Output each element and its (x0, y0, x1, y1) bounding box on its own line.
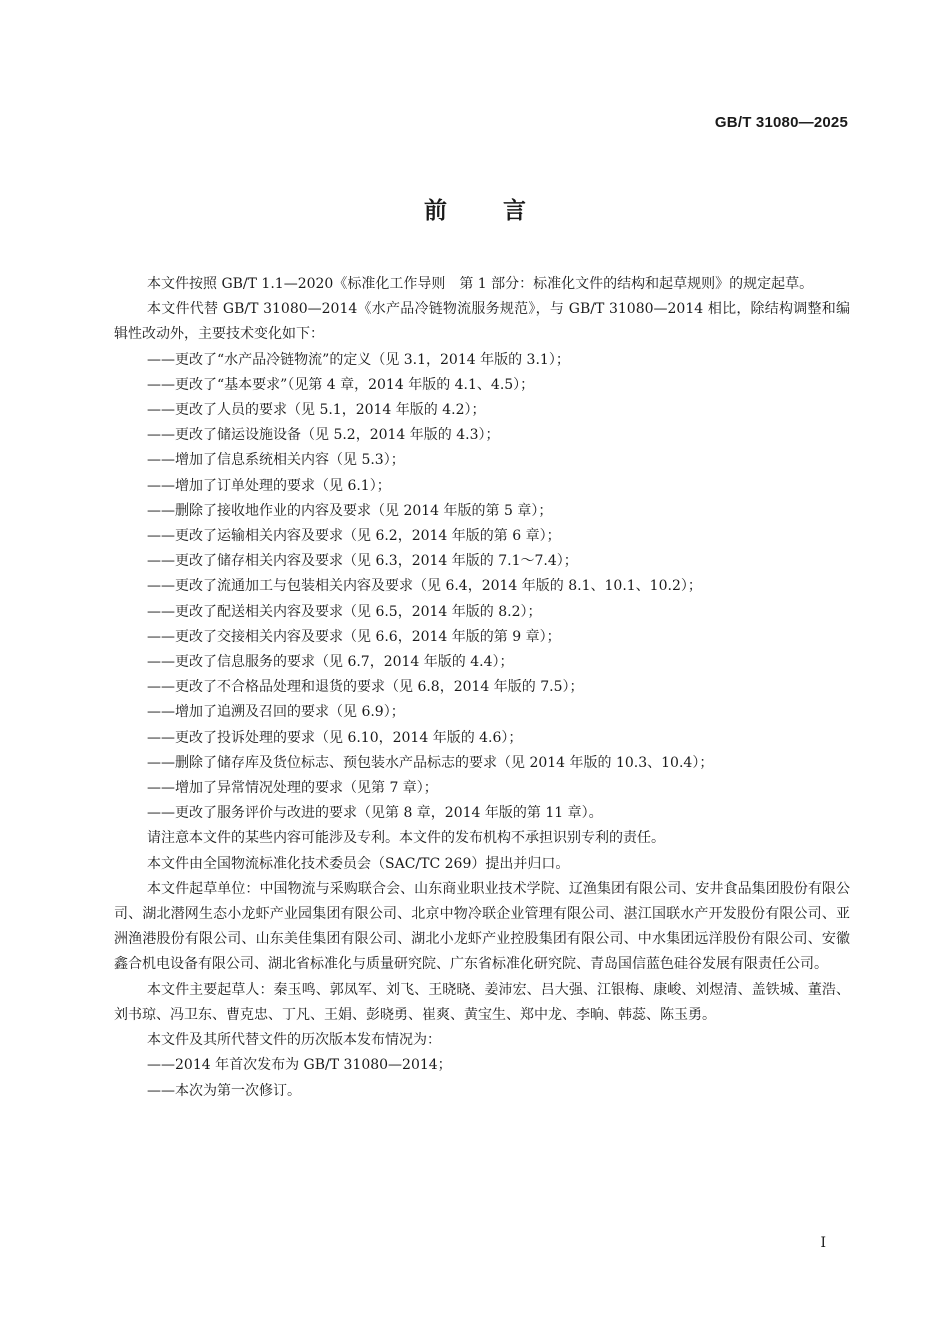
list-item: ——更改了交接相关内容及要求（见 6.6，2014 年版的第 9 章）； (147, 628, 561, 645)
list-item: ——2014 年首次发布为 GB/T 31080—2014； (147, 1057, 452, 1074)
main-drafters: 本文件主要起草人：秦玉鸣、郭凤军、刘飞、王晓晓、姜沛宏、吕大强、江银梅、康峻、刘煜清、盖铁城、董浩、刘书琼、冯卫东、曹克忠、丁凡、王娟、彭晓勇、崔爽、黄宝生、郑中龙、李晌、韩蕊、陈玉勇。 (114, 981, 850, 1023)
standard-code: GB/T 31080—2025 (714, 114, 848, 131)
list-item: ——更改了“水产品冷链物流”的定义（见 3.1，2014 年版的 3.1）； (147, 351, 570, 368)
list-item: ——更改了流通加工与包装相关内容及要求（见 6.4，2014 年版的 8.1、10.1、10.2）； (147, 578, 702, 595)
intro-paragraph-1: 本文件按照 GB/T 1.1—2020《标准化工作导则 第 1 部分：标准化文件的结构和起草规则》的规定起草。 (147, 276, 814, 292)
list-item: ——删除了储存库及货位标志、预包装水产品标志的要求（见 2014 年版的 10.3、10.4）； (147, 754, 714, 771)
list-item: ——更改了不合格品处理和退货的要求（见 6.8，2014 年版的 7.5）； (147, 679, 584, 696)
history-list (114, 1053, 850, 1103)
changes-list (114, 348, 850, 827)
foreword-body (114, 272, 850, 1104)
list-item: ——更改了人员的要求（见 5.1，2014 年版的 4.2）； (147, 402, 486, 419)
list-item: ——删除了接收地作业的内容及要求（见 2014 年版的第 5 章）； (147, 502, 553, 519)
list-item: ——更改了储存相关内容及要求（见 6.3，2014 年版的 7.1～7.4）； (147, 553, 578, 570)
list-item: ——更改了服务评价与改进的要求（见第 8 章，2014 年版的第 11 章）。 (147, 805, 603, 822)
page-number: I (820, 1235, 826, 1251)
committee-statement: 本文件由全国物流标准化技术委员会（SAC/TC 269）提出并归口。 (147, 855, 570, 872)
list-item: ——更改了“基本要求”（见第 4 章，2014 年版的 4.1、4.5）； (147, 376, 535, 393)
list-item: ——更改了信息服务的要求（见 6.7，2014 年版的 4.4）； (147, 654, 514, 671)
list-item: ——增加了追溯及召回的要求（见 6.9）； (147, 704, 405, 721)
list-item: ——增加了信息系统相关内容（见 5.3）； (147, 452, 405, 469)
patent-notice: 请注意本文件的某些内容可能涉及专利。本文件的发布机构不承担识别专利的责任。 (147, 830, 665, 847)
list-item: ——本次为第一次修订。 (147, 1082, 301, 1099)
page-title: 前言 (424, 198, 582, 224)
history-intro: 本文件及其所代替文件的历次版本发布情况为： (147, 1032, 441, 1049)
list-item: ——增加了异常情况处理的要求（见第 7 章）； (147, 780, 438, 797)
list-item: ——更改了储运设施设备（见 5.2，2014 年版的 4.3）； (147, 427, 500, 444)
intro-paragraph-2: 本文件代替 GB/T 31080—2014《水产品冷链物流服务规范》，与 GB/T 31080—2014 相比，除结构调整和编辑性改动外，主要技术变化如下： (114, 301, 850, 343)
drafting-units: 本文件起草单位：中国物流与采购联合会、山东商业职业技术学院、辽渔集团有限公司、安井食品集团股份有限公司、湖北潜网生态小龙虾产业园集团有限公司、北京中物冷联企业管理有限公司、湛江国联水产开发股份有限公司、亚洲渔港股份有限公司、山东美佳集团有限公司、湖北小龙虾产业控股集团有限公司、中水集团远洋股份有限公司、安徽鑫合机电设备有限公司、湖北省标准化与质量研究院、广东省标准化研究院、青岛国信蓝色硅谷发展有限责任公司。 (114, 880, 850, 973)
list-item: ——更改了配送相关内容及要求（见 6.5，2014 年版的 8.2）； (147, 603, 542, 620)
list-item: ——增加了订单处理的要求（见 6.1）； (147, 477, 391, 494)
list-item: ——更改了运输相关内容及要求（见 6.2，2014 年版的第 6 章）； (147, 528, 561, 545)
list-item: ——更改了投诉处理的要求（见 6.10，2014 年版的 4.6）； (147, 729, 523, 746)
